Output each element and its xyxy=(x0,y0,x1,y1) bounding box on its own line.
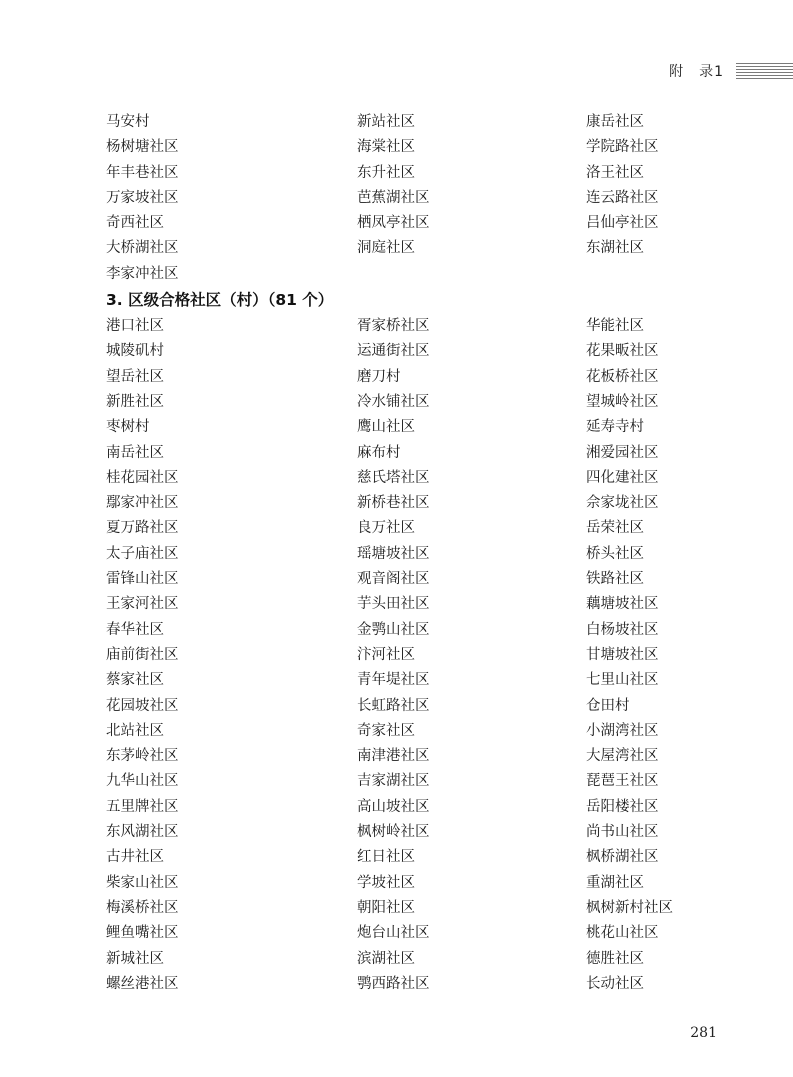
list-row xyxy=(106,947,726,972)
list-item: 庙前街社区 xyxy=(106,646,179,663)
list-item: 连云路社区 xyxy=(586,189,659,206)
list-item: 洞庭社区 xyxy=(357,240,415,257)
list-row xyxy=(106,262,726,287)
list-item: 洛王社区 xyxy=(586,164,644,181)
list-item: 观音阁社区 xyxy=(357,571,430,588)
list-item: 滨湖社区 xyxy=(357,950,415,967)
list-item: 栖凤亭社区 xyxy=(357,215,430,232)
list-item: 北站社区 xyxy=(106,722,164,739)
list-item: 瑶塘坡社区 xyxy=(357,545,430,562)
list-row xyxy=(106,466,726,491)
list-row xyxy=(106,719,726,744)
list-item: 铁路社区 xyxy=(586,571,644,588)
list-item: 南岳社区 xyxy=(106,444,164,461)
list-row xyxy=(106,339,726,364)
list-item: 湘爱园社区 xyxy=(586,444,659,461)
list-item: 新胜社区 xyxy=(106,393,164,410)
list-item: 大屋湾社区 xyxy=(586,748,659,765)
list-item: 仓田村 xyxy=(586,697,630,714)
list-item: 东风湖社区 xyxy=(106,824,179,841)
list-row xyxy=(106,592,726,617)
list-item: 桥头社区 xyxy=(586,545,644,562)
list-item: 枫桥湖社区 xyxy=(586,849,659,866)
list-item: 德胜社区 xyxy=(586,950,644,967)
list-item: 朝阳社区 xyxy=(357,899,415,916)
list-item: 奇西社区 xyxy=(106,215,164,232)
list-item: 东升社区 xyxy=(357,164,415,181)
list-item: 新站社区 xyxy=(357,114,415,130)
list-item: 四化建社区 xyxy=(586,469,659,486)
list-row xyxy=(106,972,726,997)
list-item: 冷水铺社区 xyxy=(357,393,430,410)
list-item: 康岳社区 xyxy=(586,114,644,130)
list-item: 港口社区 xyxy=(106,318,164,335)
list-item: 吕仙亭社区 xyxy=(586,215,659,232)
list-row xyxy=(106,668,726,693)
list-item: 枫树新村社区 xyxy=(586,899,673,916)
list-item: 五里牌社区 xyxy=(106,798,179,815)
list-item: 磨刀村 xyxy=(357,368,401,385)
list-row xyxy=(106,236,726,261)
list-item: 花园坡社区 xyxy=(106,697,179,714)
list-row xyxy=(106,135,726,160)
list-item: 麻布村 xyxy=(357,444,401,461)
list-item: 柴家山社区 xyxy=(106,874,179,891)
list-item: 螺丝港社区 xyxy=(106,975,179,992)
list-item: 尚书山社区 xyxy=(586,824,659,841)
list-row xyxy=(106,314,726,339)
list-item: 青年堤社区 xyxy=(357,672,430,689)
list-row xyxy=(106,441,726,466)
list-item: 汴河社区 xyxy=(357,646,415,663)
list-item: 李家冲社区 xyxy=(106,265,179,282)
list-item: 芭蕉湖社区 xyxy=(357,189,430,206)
list-item: 炮台山社区 xyxy=(357,925,430,942)
list-row xyxy=(106,110,726,135)
list-row xyxy=(106,896,726,921)
list-row xyxy=(106,365,726,390)
list-item: 高山坡社区 xyxy=(357,798,430,815)
list-item: 琵琶王社区 xyxy=(586,773,659,790)
list-row xyxy=(106,618,726,643)
list-row xyxy=(106,415,726,440)
list-item: 鲤鱼嘴社区 xyxy=(106,925,179,942)
list-item: 太子庙社区 xyxy=(106,545,179,562)
list-row xyxy=(106,694,726,719)
header-rule-lines xyxy=(736,63,793,79)
list-item: 长虹路社区 xyxy=(357,697,430,714)
list-item: 杨树塘社区 xyxy=(106,139,179,156)
list-item: 七里山社区 xyxy=(586,672,659,689)
list-item: 桂花园社区 xyxy=(106,469,179,486)
list-item: 红日社区 xyxy=(357,849,415,866)
list-item: 城陵矶村 xyxy=(106,343,164,360)
list-row xyxy=(106,643,726,668)
list-item: 梅溪桥社区 xyxy=(106,899,179,916)
list-item: 奇家社区 xyxy=(357,722,415,739)
list-row xyxy=(106,871,726,896)
list-item: 万家坡社区 xyxy=(106,189,179,206)
list-item: 延寿寺村 xyxy=(586,419,644,436)
list-item: 新城社区 xyxy=(106,950,164,967)
list-item: 良万社区 xyxy=(357,520,415,537)
list-row xyxy=(106,390,726,415)
list-item: 古井社区 xyxy=(106,849,164,866)
list-row xyxy=(106,161,726,186)
list-item: 鄢家冲社区 xyxy=(106,495,179,512)
list-item: 九华山社区 xyxy=(106,773,179,790)
list-row xyxy=(106,491,726,516)
list-row xyxy=(106,567,726,592)
list-item: 望岳社区 xyxy=(106,368,164,385)
list-item: 望城岭社区 xyxy=(586,393,659,410)
list-row xyxy=(106,542,726,567)
list-item: 南津港社区 xyxy=(357,748,430,765)
list-row xyxy=(106,186,726,211)
community-list-district xyxy=(106,314,726,997)
list-item: 岳荣社区 xyxy=(586,520,644,537)
list-item: 海棠社区 xyxy=(357,139,415,156)
section-title: 3. 区级合格社区（村）（81 个） xyxy=(106,291,334,310)
list-item: 东茅岭社区 xyxy=(106,748,179,765)
page-content xyxy=(106,110,726,997)
list-item: 枣树村 xyxy=(106,419,150,436)
list-item: 夏万路社区 xyxy=(106,520,179,537)
list-item: 学坡社区 xyxy=(357,874,415,891)
list-item: 鹗西路社区 xyxy=(357,975,430,992)
page-header xyxy=(669,60,793,82)
list-item: 马安村 xyxy=(106,114,150,130)
list-item: 年丰巷社区 xyxy=(106,164,179,181)
list-item: 学院路社区 xyxy=(586,139,659,156)
list-item: 甘塘坡社区 xyxy=(586,646,659,663)
page-number: 281 xyxy=(690,1025,717,1041)
list-item: 东湖社区 xyxy=(586,240,644,257)
list-item: 新桥巷社区 xyxy=(357,495,430,512)
list-item: 蔡家社区 xyxy=(106,672,164,689)
list-item: 岳阳楼社区 xyxy=(586,798,659,815)
list-row xyxy=(106,820,726,845)
header-title: 附 录1 xyxy=(669,64,724,80)
community-list-top xyxy=(106,110,726,287)
list-item: 重湖社区 xyxy=(586,874,644,891)
list-item: 雷锋山社区 xyxy=(106,571,179,588)
list-item: 吉家湖社区 xyxy=(357,773,430,790)
list-row xyxy=(106,769,726,794)
list-item: 花果畈社区 xyxy=(586,343,659,360)
list-item: 白杨坡社区 xyxy=(586,621,659,638)
list-item: 大桥湖社区 xyxy=(106,240,179,257)
list-item: 胥家桥社区 xyxy=(357,318,430,335)
list-item: 运通街社区 xyxy=(357,343,430,360)
list-row xyxy=(106,744,726,769)
list-row xyxy=(106,921,726,946)
list-item: 华能社区 xyxy=(586,318,644,335)
list-item: 藕塘坡社区 xyxy=(586,596,659,613)
list-item: 慈氏塔社区 xyxy=(357,469,430,486)
list-item: 桃花山社区 xyxy=(586,925,659,942)
list-item: 长动社区 xyxy=(586,975,644,992)
list-item: 佘家垅社区 xyxy=(586,495,659,512)
list-row xyxy=(106,845,726,870)
list-item: 芋头田社区 xyxy=(357,596,430,613)
list-row xyxy=(106,795,726,820)
list-row xyxy=(106,516,726,541)
list-item: 花板桥社区 xyxy=(586,368,659,385)
list-row xyxy=(106,211,726,236)
list-item: 王家河社区 xyxy=(106,596,179,613)
list-item: 小湖湾社区 xyxy=(586,722,659,739)
list-item: 鹰山社区 xyxy=(357,419,415,436)
list-item: 枫树岭社区 xyxy=(357,824,430,841)
list-item: 春华社区 xyxy=(106,621,164,638)
list-item: 金鹗山社区 xyxy=(357,621,430,638)
